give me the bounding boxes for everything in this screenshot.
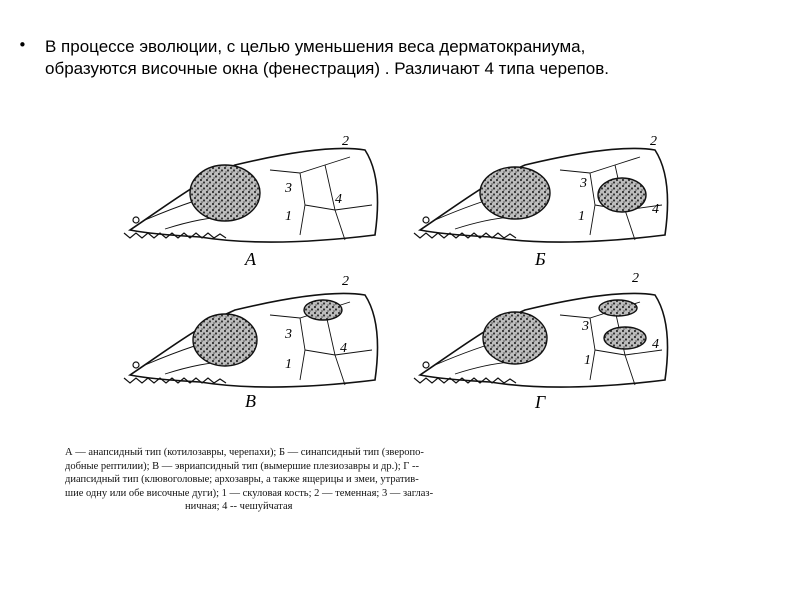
label-2: 2	[632, 271, 639, 286]
label-1: 1	[578, 209, 585, 224]
caption-line-4: шие одну или обе височные дуги); 1 — скуловая кость; 2 — теменная; 3 — заглаз-	[65, 487, 434, 499]
label-3: 3	[580, 176, 587, 191]
bullet-marker: •	[18, 36, 27, 54]
caption-line-2: добные рептилии); В — эвриапсидный тип (вымершие плезиозавры и др.); Г --	[65, 460, 419, 472]
label-4: 4	[340, 341, 347, 356]
label-3: 3	[285, 327, 292, 342]
label-1: 1	[584, 353, 591, 368]
label-1: 1	[285, 209, 292, 224]
label-4: 4	[652, 202, 659, 217]
bullet-text-line-2: образуются височные окна (фенестрация) . Различают 4 типа черепов.	[45, 59, 609, 78]
label-1: 1	[285, 357, 292, 372]
label-4: 4	[335, 192, 342, 207]
skull-d	[414, 271, 668, 410]
skull-c	[124, 274, 378, 410]
label-2: 2	[342, 134, 349, 149]
temporal-fenestra-upper	[304, 300, 342, 320]
bullet-text-line-1: В процессе эволюции, с целью уменьшения веса дерматокраниума,	[45, 37, 586, 56]
skull-letter: Г	[535, 392, 546, 410]
skull-letter: А	[245, 249, 256, 269]
label-4: 4	[652, 337, 659, 352]
orbit-opening	[190, 165, 260, 221]
label-3: 3	[285, 181, 292, 196]
skull-letter: Б	[535, 249, 546, 269]
temporal-fenestra-lower	[598, 178, 646, 212]
caption-line-5: ничная; 4 -- чешуйчатая	[185, 501, 293, 512]
skull-a	[124, 134, 378, 269]
skull-letter: В	[245, 391, 256, 410]
orbit-opening	[193, 314, 257, 366]
orbit-opening	[483, 312, 547, 364]
orbit-opening	[480, 167, 550, 219]
temporal-fenestra-upper	[599, 300, 637, 316]
label-2: 2	[650, 134, 657, 149]
skull-b	[414, 134, 668, 269]
temporal-fenestra-lower	[604, 327, 646, 349]
bullet-text	[45, 36, 765, 80]
label-3: 3	[582, 319, 589, 334]
caption-line-1: А — анапсидный тип (котилозавры, черепахи); Б — синапсидный тип (зверопо-	[65, 447, 424, 458]
figure-caption	[65, 446, 565, 514]
skull-types-figure	[100, 120, 700, 410]
caption-line-3: диапсидный тип (клювоголовые; архозавры, а также ящерицы и змеи, утратив-	[65, 474, 419, 485]
label-2: 2	[342, 274, 349, 289]
